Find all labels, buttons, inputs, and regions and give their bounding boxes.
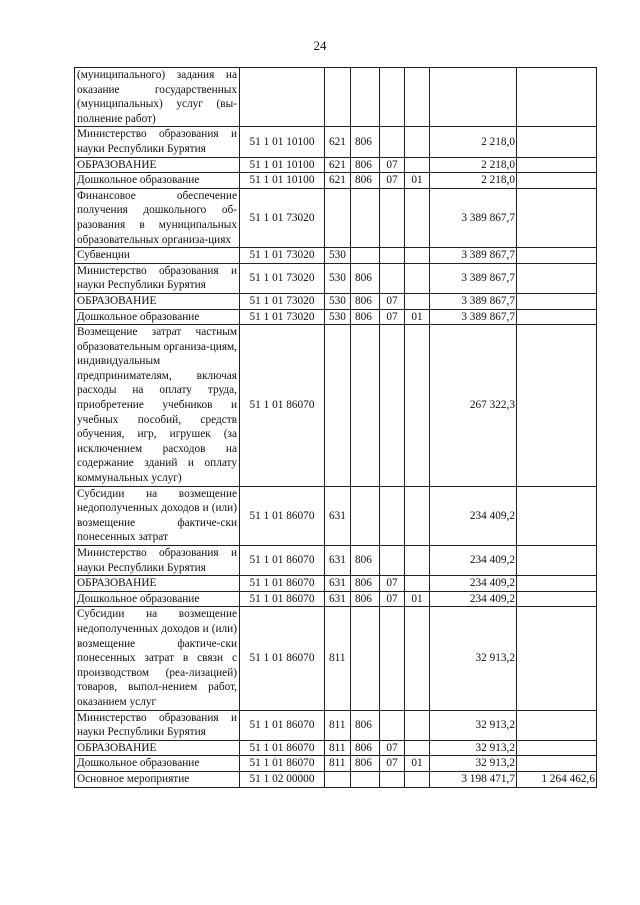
amount-secondary-cell <box>517 263 597 293</box>
table-body <box>75 68 597 788</box>
subsection-cell: 01 <box>405 591 430 607</box>
amount-cell: 2 218,0 <box>430 173 517 189</box>
section-cell <box>380 546 405 576</box>
subsection-cell <box>405 771 430 787</box>
amount-cell: 234 409,2 <box>430 546 517 576</box>
item-name-cell: ОБРАЗОВАНИЕ <box>75 576 240 592</box>
ministry-code-cell: 806 <box>351 576 380 592</box>
amount-cell: 234 409,2 <box>430 576 517 592</box>
ministry-code-cell <box>351 68 380 127</box>
subsection-cell <box>405 68 430 127</box>
expense-type-cell <box>325 771 351 787</box>
target-code-cell: 51 1 01 86070 <box>240 576 325 592</box>
amount-secondary-cell <box>517 173 597 189</box>
expense-type-cell: 631 <box>325 486 351 545</box>
table-row <box>75 771 597 787</box>
subsection-cell <box>405 127 430 157</box>
target-code-cell: 51 1 01 73020 <box>240 263 325 293</box>
ministry-code-cell: 806 <box>351 591 380 607</box>
ministry-code-cell: 806 <box>351 710 380 740</box>
target-code-cell: 51 1 01 86070 <box>240 740 325 756</box>
ministry-code-cell: 806 <box>351 546 380 576</box>
target-code-cell: 51 1 01 86070 <box>240 710 325 740</box>
amount-secondary-cell <box>517 188 597 247</box>
amount-secondary-cell <box>517 68 597 127</box>
target-code-cell: 51 1 01 86070 <box>240 546 325 576</box>
ministry-code-cell: 806 <box>351 293 380 309</box>
subsection-cell <box>405 710 430 740</box>
expense-type-cell <box>325 325 351 487</box>
ministry-code-cell <box>351 607 380 710</box>
section-cell <box>380 68 405 127</box>
subsection-cell <box>405 486 430 545</box>
ministry-code-cell <box>351 771 380 787</box>
amount-secondary-cell <box>517 293 597 309</box>
ministry-code-cell <box>351 188 380 247</box>
table-row <box>75 68 597 127</box>
table-row <box>75 486 597 545</box>
item-name-cell: Министерство образования и науки Республики Бурятия <box>75 710 240 740</box>
target-code-cell: 51 1 01 73020 <box>240 293 325 309</box>
amount-cell: 3 198 471,7 <box>430 771 517 787</box>
section-cell <box>380 188 405 247</box>
subsection-cell: 01 <box>405 173 430 189</box>
section-cell: 07 <box>380 309 405 325</box>
amount-secondary-cell <box>517 325 597 487</box>
amount-cell: 3 389 867,7 <box>430 263 517 293</box>
ministry-code-cell <box>351 325 380 487</box>
section-cell <box>380 710 405 740</box>
subsection-cell <box>405 263 430 293</box>
amount-secondary-cell <box>517 546 597 576</box>
amount-secondary-cell <box>517 756 597 772</box>
expense-type-cell <box>325 188 351 247</box>
table-row <box>75 710 597 740</box>
section-cell <box>380 486 405 545</box>
amount-cell: 234 409,2 <box>430 486 517 545</box>
amount-secondary-cell: 1 264 462,6 <box>517 771 597 787</box>
expense-type-cell: 530 <box>325 309 351 325</box>
amount-cell <box>430 68 517 127</box>
amount-secondary-cell <box>517 248 597 264</box>
table-row <box>75 546 597 576</box>
expense-type-cell: 811 <box>325 607 351 710</box>
ministry-code-cell <box>351 248 380 264</box>
section-cell <box>380 771 405 787</box>
amount-cell: 32 913,2 <box>430 607 517 710</box>
amount-cell: 2 218,0 <box>430 127 517 157</box>
section-cell: 07 <box>380 591 405 607</box>
subsection-cell: 01 <box>405 309 430 325</box>
ministry-code-cell: 806 <box>351 309 380 325</box>
section-cell <box>380 607 405 710</box>
item-name-cell: Основное мероприятие <box>75 771 240 787</box>
amount-cell: 234 409,2 <box>430 591 517 607</box>
item-name-cell: Дошкольное образование <box>75 173 240 189</box>
subsection-cell <box>405 188 430 247</box>
expense-type-cell: 621 <box>325 127 351 157</box>
target-code-cell: 51 1 01 86070 <box>240 325 325 487</box>
subsection-cell <box>405 293 430 309</box>
table-row <box>75 756 597 772</box>
expense-type-cell: 811 <box>325 710 351 740</box>
ministry-code-cell: 806 <box>351 740 380 756</box>
amount-cell: 2 218,0 <box>430 157 517 173</box>
target-code-cell: 51 1 01 10100 <box>240 173 325 189</box>
target-code-cell: 51 1 01 86070 <box>240 486 325 545</box>
amount-cell: 32 913,2 <box>430 740 517 756</box>
item-name-cell: Дошкольное образование <box>75 756 240 772</box>
subsection-cell <box>405 607 430 710</box>
section-cell: 07 <box>380 756 405 772</box>
item-name-cell: Дошкольное образование <box>75 591 240 607</box>
amount-cell: 3 389 867,7 <box>430 293 517 309</box>
ministry-code-cell: 806 <box>351 173 380 189</box>
expense-type-cell: 631 <box>325 591 351 607</box>
amount-cell: 267 322,3 <box>430 325 517 487</box>
expense-type-cell: 530 <box>325 248 351 264</box>
item-name-cell: Министерство образования и науки Республики Бурятия <box>75 546 240 576</box>
amount-secondary-cell <box>517 607 597 710</box>
item-name-cell: Министерство образования и науки Республики Бурятия <box>75 127 240 157</box>
subsection-cell <box>405 546 430 576</box>
amount-secondary-cell <box>517 486 597 545</box>
amount-secondary-cell <box>517 576 597 592</box>
section-cell: 07 <box>380 740 405 756</box>
ministry-code-cell: 806 <box>351 263 380 293</box>
table-row <box>75 325 597 487</box>
item-name-cell: ОБРАЗОВАНИЕ <box>75 157 240 173</box>
section-cell: 07 <box>380 576 405 592</box>
section-cell: 07 <box>380 157 405 173</box>
item-name-cell: (муниципального) задания на оказание государственных (муниципальных) услуг (вы-полнение работ) <box>75 68 240 127</box>
item-name-cell: ОБРАЗОВАНИЕ <box>75 293 240 309</box>
subsection-cell: 01 <box>405 756 430 772</box>
table-row <box>75 591 597 607</box>
expense-type-cell: 811 <box>325 740 351 756</box>
amount-cell: 32 913,2 <box>430 710 517 740</box>
expense-type-cell <box>325 68 351 127</box>
target-code-cell: 51 1 01 86070 <box>240 756 325 772</box>
table-row <box>75 157 597 173</box>
expense-type-cell: 621 <box>325 173 351 189</box>
ministry-code-cell: 806 <box>351 157 380 173</box>
section-cell <box>380 127 405 157</box>
table-row <box>75 263 597 293</box>
expense-type-cell: 530 <box>325 293 351 309</box>
section-cell <box>380 325 405 487</box>
item-name-cell: Возмещение затрат частным образовательным организа-циям, индивидуальным предпринимателям, включая расходы на оплату труда, приобретение учебников и учебных пособий, средств обучения, игр, игрушек (за исключением расходов на содержание зданий и оплату коммунальных услуг) <box>75 325 240 487</box>
table-row <box>75 576 597 592</box>
amount-secondary-cell <box>517 127 597 157</box>
subsection-cell <box>405 740 430 756</box>
expense-type-cell: 621 <box>325 157 351 173</box>
section-cell: 07 <box>380 293 405 309</box>
table-row <box>75 188 597 247</box>
section-cell <box>380 263 405 293</box>
amount-cell: 3 389 867,7 <box>430 309 517 325</box>
ministry-code-cell <box>351 486 380 545</box>
item-name-cell: Министерство образования и науки Республики Бурятия <box>75 263 240 293</box>
expense-type-cell: 631 <box>325 576 351 592</box>
target-code-cell: 51 1 01 73020 <box>240 188 325 247</box>
expense-type-cell: 530 <box>325 263 351 293</box>
target-code-cell: 51 1 01 86070 <box>240 607 325 710</box>
section-cell <box>380 248 405 264</box>
target-code-cell: 51 1 01 73020 <box>240 309 325 325</box>
item-name-cell: Субсидии на возмещение недополученных доходов и (или) возмещение фактиче-ски понесенных затрат <box>75 486 240 545</box>
table-row <box>75 309 597 325</box>
target-code-cell: 51 1 01 86070 <box>240 591 325 607</box>
expense-type-cell: 631 <box>325 546 351 576</box>
subsection-cell <box>405 157 430 173</box>
amount-secondary-cell <box>517 710 597 740</box>
table-row <box>75 248 597 264</box>
table-row <box>75 127 597 157</box>
subsection-cell <box>405 325 430 487</box>
table-row <box>75 740 597 756</box>
subsection-cell <box>405 248 430 264</box>
target-code-cell: 51 1 02 00000 <box>240 771 325 787</box>
target-code-cell: 51 1 01 10100 <box>240 157 325 173</box>
amount-cell: 3 389 867,7 <box>430 248 517 264</box>
amount-cell: 3 389 867,7 <box>430 188 517 247</box>
target-code-cell: 51 1 01 10100 <box>240 127 325 157</box>
item-name-cell: Дошкольное образование <box>75 309 240 325</box>
page-number: 24 <box>313 38 327 53</box>
item-name-cell: Субвенции <box>75 248 240 264</box>
budget-table <box>74 67 597 788</box>
target-code-cell: 51 1 01 73020 <box>240 248 325 264</box>
item-name-cell: ОБРАЗОВАНИЕ <box>75 740 240 756</box>
subsection-cell <box>405 576 430 592</box>
amount-secondary-cell <box>517 591 597 607</box>
amount-secondary-cell <box>517 157 597 173</box>
expense-type-cell: 811 <box>325 756 351 772</box>
ministry-code-cell: 806 <box>351 756 380 772</box>
section-cell: 07 <box>380 173 405 189</box>
amount-secondary-cell <box>517 740 597 756</box>
ministry-code-cell: 806 <box>351 127 380 157</box>
amount-cell: 32 913,2 <box>430 756 517 772</box>
table-row <box>75 173 597 189</box>
item-name-cell: Субсидии на возмещение недополученных доходов и (или) возмещение фактиче-ски понесенных затрат в связи с производством (реа-лизацией) товаров, выпол-нением работ, оказанием услуг <box>75 607 240 710</box>
target-code-cell <box>240 68 325 127</box>
amount-secondary-cell <box>517 309 597 325</box>
table-row <box>75 607 597 710</box>
table-row <box>75 293 597 309</box>
item-name-cell: Финансовое обеспечение получения дошкольного об-разования в муниципальных образовательных организа-циях <box>75 188 240 247</box>
